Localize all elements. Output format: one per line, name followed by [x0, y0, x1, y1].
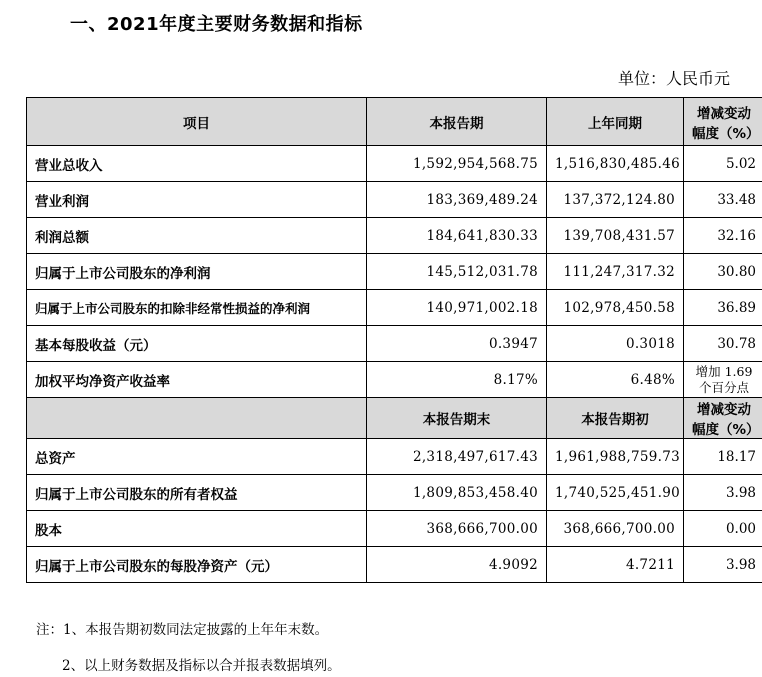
header-item: 项目 — [27, 98, 367, 146]
table-row — [27, 146, 762, 182]
current-value: 140,971,002.18 — [367, 290, 547, 326]
current-value: 368,666,700.00 — [367, 511, 547, 547]
row-label: 归属于上市公司股东的所有者权益 — [27, 475, 367, 511]
header-period-start: 本报告期初 — [547, 398, 684, 439]
row-label: 营业总收入 — [27, 146, 367, 182]
change-value: 0.00 — [684, 511, 762, 547]
previous-value: 1,961,988,759.73 — [547, 439, 684, 475]
header-blank — [27, 398, 367, 439]
current-value: 4.9092 — [367, 547, 547, 583]
header-period-end: 本报告期末 — [367, 398, 547, 439]
financial-data-table — [26, 97, 762, 583]
previous-value: 102,978,450.58 — [547, 290, 684, 326]
table-header-row — [27, 98, 762, 146]
previous-value: 6.48% — [547, 362, 684, 398]
previous-value: 0.3018 — [547, 326, 684, 362]
previous-value: 1,740,525,451.90 — [547, 475, 684, 511]
table-row — [27, 218, 762, 254]
currency-unit: 单位：人民币元 — [617, 69, 730, 88]
note-2: 2、以上财务数据及指标以合并报表数据填列。 — [62, 658, 341, 674]
header-change: 增减变动幅度（%） — [684, 398, 762, 439]
table-row — [27, 254, 762, 290]
previous-value: 368,666,700.00 — [547, 511, 684, 547]
current-value: 8.17% — [367, 362, 547, 398]
row-label: 归属于上市公司股东的每股净资产（元） — [27, 547, 367, 583]
table-row — [27, 182, 762, 218]
header-change: 增减变动幅度（%） — [684, 98, 762, 146]
previous-value: 4.7211 — [547, 547, 684, 583]
row-label: 总资产 — [27, 439, 367, 475]
header-current-period: 本报告期 — [367, 98, 547, 146]
current-value: 184,641,830.33 — [367, 218, 547, 254]
row-label: 利润总额 — [27, 218, 367, 254]
previous-value: 139,708,431.57 — [547, 218, 684, 254]
row-label: 股本 — [27, 511, 367, 547]
row-label: 归属于上市公司股东的扣除非经常性损益的净利润 — [27, 290, 367, 326]
row-label: 归属于上市公司股东的净利润 — [27, 254, 367, 290]
change-value: 5.02 — [684, 146, 762, 182]
change-value: 32.16 — [684, 218, 762, 254]
row-label: 加权平均净资产收益率 — [27, 362, 367, 398]
current-value: 2,318,497,617.43 — [367, 439, 547, 475]
table-row — [27, 511, 762, 547]
change-value: 3.98 — [684, 547, 762, 583]
current-value: 183,369,489.24 — [367, 182, 547, 218]
change-value: 3.98 — [684, 475, 762, 511]
table-row — [27, 547, 762, 583]
table-row — [27, 326, 762, 362]
note-1: 注：1、本报告期初数同法定披露的上年年末数。 — [36, 622, 329, 638]
change-value: 增加 1.69 个百分点 — [684, 362, 762, 398]
change-value: 33.48 — [684, 182, 762, 218]
current-value: 1,809,853,458.40 — [367, 475, 547, 511]
section-heading: 一、2021年度主要财务数据和指标 — [70, 14, 363, 35]
table-row — [27, 290, 762, 326]
header-previous-period: 上年同期 — [547, 98, 684, 146]
row-label: 营业利润 — [27, 182, 367, 218]
change-value: 30.80 — [684, 254, 762, 290]
current-value: 1,592,954,568.75 — [367, 146, 547, 182]
change-value: 36.89 — [684, 290, 762, 326]
row-label: 基本每股收益（元） — [27, 326, 367, 362]
previous-value: 137,372,124.80 — [547, 182, 684, 218]
table-subheader-row — [27, 398, 762, 439]
current-value: 0.3947 — [367, 326, 547, 362]
previous-value: 1,516,830,485.46 — [547, 146, 684, 182]
previous-value: 111,247,317.32 — [547, 254, 684, 290]
change-value: 18.17 — [684, 439, 762, 475]
table-row — [27, 439, 762, 475]
table-row — [27, 362, 762, 398]
current-value: 145,512,031.78 — [367, 254, 547, 290]
change-value: 30.78 — [684, 326, 762, 362]
table-row — [27, 475, 762, 511]
